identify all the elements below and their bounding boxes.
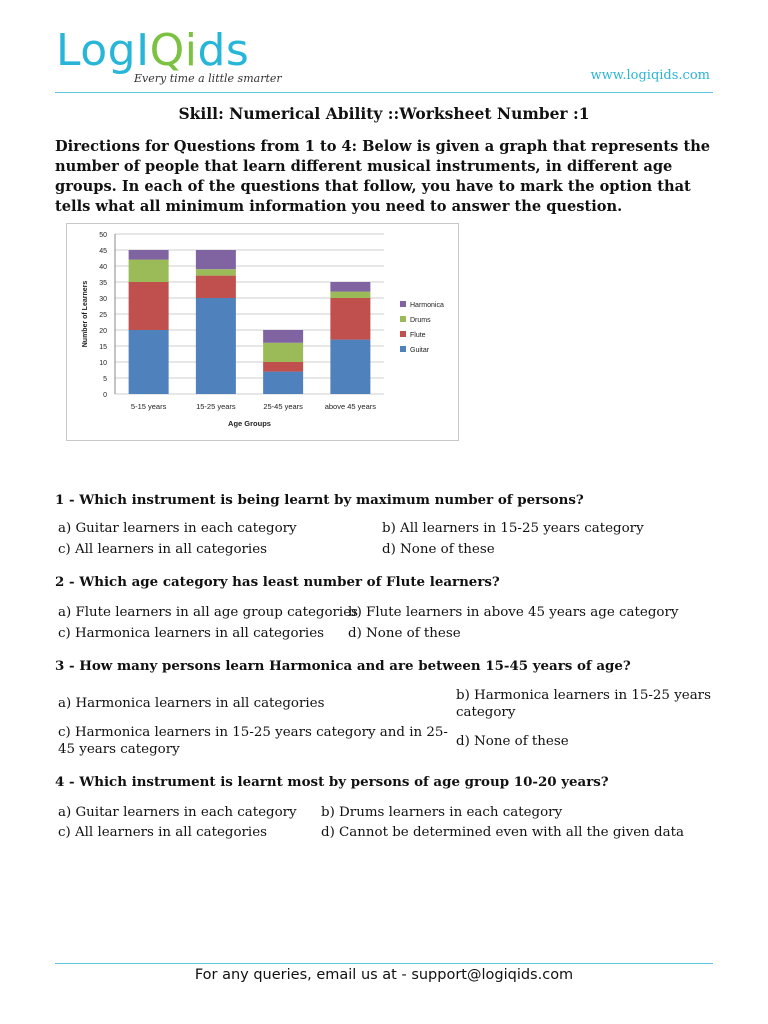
x-tick-label: 5-15 years (130, 402, 167, 411)
y-tick-label: 50 (99, 232, 107, 239)
question-2-option-d[interactable]: d) None of these (348, 626, 461, 641)
y-tick-label: 45 (99, 248, 107, 255)
legend-label-drums: Drums (410, 317, 431, 324)
question-2-title: 2 - Which age category has least number of Flute learners? (55, 574, 500, 590)
question-1-option-c[interactable]: c) All learners in all categories (58, 542, 268, 557)
bar-drums-4 (330, 292, 370, 298)
y-tick-label: 20 (99, 328, 107, 335)
legend-swatch-harmonica (400, 301, 406, 307)
question-2-option-b[interactable]: b) Flute learners in above 45 years age category (348, 605, 679, 620)
bar-harmonica-3 (263, 330, 303, 343)
bar-flute-1 (129, 282, 169, 330)
y-tick-label: 15 (99, 344, 107, 351)
directions-text: Directions for Questions from 1 to 4: Below is given a graph that represents the number of people that learn different musical instruments, in different age groups. In each of the questions that follow, you have to mark the option that tells what all minimum information you need to answer the question. (55, 138, 711, 215)
logo-text-part-3: ds (197, 25, 250, 76)
header-divider (55, 92, 713, 93)
legend-swatch-flute (400, 331, 406, 337)
logo-tagline: Every time a little smarter (134, 72, 282, 85)
question-2-option-c[interactable]: c) Harmonica learners in all categories (58, 626, 324, 641)
bar-guitar-3 (263, 372, 303, 394)
x-axis-title: Age Groups (228, 419, 271, 428)
legend-label-guitar: Guitar (410, 347, 430, 354)
y-tick-label: 25 (99, 312, 107, 319)
page-title: Skill: Numerical Ability ::Worksheet Number :1 (178, 104, 590, 123)
question-1-option-d[interactable]: d) None of these (382, 542, 495, 557)
stacked-bar-chart (66, 223, 459, 441)
y-tick-label: 35 (99, 280, 107, 287)
y-tick-label: 10 (99, 360, 107, 367)
chart-svg (67, 224, 458, 440)
x-tick-label: 25-45 years (263, 402, 303, 411)
logo-text-part-2: Qi (149, 25, 198, 76)
question-4-option-b[interactable]: b) Drums learners in each category (321, 805, 563, 820)
y-tick-label: 40 (99, 264, 107, 271)
footer-contact: For any queries, email us at - support@logiqids.com (194, 967, 574, 983)
question-1-option-b[interactable]: b) All learners in 15-25 years category (382, 521, 644, 536)
question-1-option-a[interactable]: a) Guitar learners in each category (58, 521, 297, 536)
x-tick-label: above 45 years (324, 402, 377, 411)
legend-label-harmonica: Harmonica (410, 302, 444, 309)
question-4-option-d[interactable]: d) Cannot be determined even with all the given data (321, 825, 684, 840)
logo-text-part-1: LogI (56, 25, 150, 76)
question-3-option-c[interactable]: c) Harmonica learners in 15-25 years category and in 25-45 years category (58, 725, 448, 757)
question-3-option-b[interactable]: b) Harmonica learners in 15-25 years category (456, 688, 711, 720)
bar-guitar-2 (196, 298, 236, 394)
question-2-option-a[interactable]: a) Flute learners in all age group categories (58, 605, 358, 620)
bar-harmonica-4 (330, 282, 370, 292)
question-4-title: 4 - Which instrument is learnt most by persons of age group 10-20 years? (55, 774, 609, 790)
legend-swatch-guitar (400, 346, 406, 352)
bar-flute-2 (196, 276, 236, 298)
legend-swatch-drums (400, 316, 406, 322)
y-tick-label: 30 (99, 296, 107, 303)
question-4-option-a[interactable]: a) Guitar learners in each category (58, 805, 297, 820)
legend-label-flute: Flute (410, 332, 426, 339)
website-link[interactable]: www.logiqids.com (590, 68, 710, 83)
bar-harmonica-1 (129, 250, 169, 260)
question-4-option-c[interactable]: c) All learners in all categories (58, 825, 268, 840)
bar-drums-2 (196, 269, 236, 275)
y-axis-title: Number of Learners (82, 280, 89, 348)
bar-drums-3 (263, 343, 303, 362)
y-tick-label: 5 (103, 376, 107, 383)
bar-guitar-4 (330, 340, 370, 394)
bar-flute-4 (330, 298, 370, 340)
bar-guitar-1 (129, 330, 169, 394)
question-3-title: 3 - How many persons learn Harmonica and are between 15-45 years of age? (55, 658, 631, 674)
x-tick-label: 15-25 years (196, 402, 236, 411)
y-tick-label: 0 (103, 392, 107, 399)
question-3-option-a[interactable]: a) Harmonica learners in all categories (58, 696, 325, 711)
question-1-title: 1 - Which instrument is being learnt by maximum number of persons? (55, 492, 584, 508)
question-3-option-d[interactable]: d) None of these (456, 734, 569, 749)
footer-divider (55, 963, 713, 964)
bar-flute-3 (263, 362, 303, 372)
bar-drums-1 (129, 260, 169, 282)
logo (56, 26, 249, 76)
bar-harmonica-2 (196, 250, 236, 269)
